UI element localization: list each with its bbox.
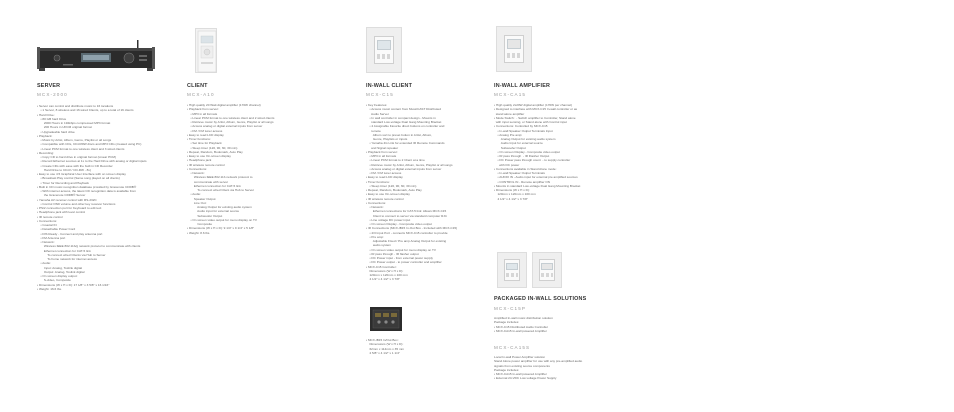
spec-line: • Playback from server: [366, 149, 398, 154]
packaged-text-2 [494, 355, 582, 381]
spec-line: Hard Drive to CD-R / CD-RW - 8x) [37, 167, 91, 172]
spec-line: • FM / FM tuner access [366, 171, 402, 175]
server-unit-icon [37, 38, 155, 76]
server-model: MCX-2000 [37, 92, 68, 97]
spec-line: 4 1/2" x 4 1/2" x 3 7/8" [366, 277, 400, 282]
spec-line: audio system [366, 243, 392, 248]
amplifier-panel-icon [507, 39, 521, 49]
spec-line: • MP3 in all formats [187, 111, 218, 116]
spec-line: • Retrieve music by Artist, Album, Genre, Playlist or all songs [187, 120, 274, 124]
inout-box-icon [369, 305, 403, 333]
spec-line: • 80 GB hard Drive [37, 116, 67, 121]
spec-line: S-video, Composite [37, 278, 71, 283]
spec-line: communicate with server [187, 179, 229, 184]
spec-line: • IR wireless remote control [366, 196, 404, 201]
spec-line: • Dimensions (W x H x D): 17 1/8" x 3 5/8" x 16 1/16" [37, 282, 110, 287]
spec-line: • Access music content from MusicCAST Distributed [366, 107, 441, 112]
spec-line: • In-wall Speaker Output Terminals Input [494, 128, 553, 133]
spec-line: • Detachable Power Cord [37, 227, 76, 232]
inwall-client-heading: IN-WALL CLIENT [366, 83, 413, 89]
spec-line: • Easy to use 4.5 Graphical User Interface with on screen display [37, 172, 126, 176]
spec-line: • Dimensions (W x H x D): 9 1/4" x 9 1/4" x 5 1/8" [187, 226, 255, 231]
spec-line: • Recording: [37, 150, 54, 155]
spec-line: • Connections available in Stand Alone mode: [494, 166, 557, 171]
spec-line: To home network for internet access [37, 257, 97, 261]
package-controller-screen-icon [506, 263, 517, 270]
spec-line: • Broadcast Play control (Same song played on all clients) [37, 176, 120, 181]
spec-line: standard Low-voltage Dual Gang Mounting Bracket [366, 120, 442, 124]
spec-line: • Easy to read LCD display [366, 175, 403, 180]
packaged-text-1 [494, 316, 553, 333]
spec-line: • On screen Display - Composite video output [366, 222, 432, 226]
spec-line: remote [366, 128, 381, 133]
spec-line: Ethernet connection for CAT-5 link [37, 248, 91, 253]
spec-line: • Sleep timer (120, 90, 60, 30 min) [366, 183, 417, 188]
spec-line: • Retrieve music by Artist, Album, Genre, Playlist or all songs [366, 162, 453, 167]
spec-line: • FM Antenna port [37, 235, 66, 240]
spec-line: • Headphone jack [187, 158, 212, 163]
spec-line: • IR wireless remote control [187, 162, 225, 167]
package-controller-buttons-icon [506, 273, 517, 277]
package-line: • MCX-CA15 In-wall powered Amplifier [494, 372, 547, 376]
client-product-image [195, 28, 217, 73]
spec-line: • Dimensions (W x H x D): [494, 188, 530, 192]
spec-line: • Audio: [37, 261, 51, 266]
spec-line: • High quality 20 Watt digital amplifier (170W channel) [187, 103, 261, 107]
spec-line: • Connections: [187, 166, 208, 171]
spec-line: and Signal repeater [366, 145, 399, 150]
spec-line: • In-wall Speaker Output Terminals [494, 171, 545, 175]
package-line: • MCX-C15 Distributed Audio Controller [494, 324, 549, 329]
spec-line: • Connections: [366, 200, 387, 205]
spec-line: 120mm x 120mm x 100 mm [366, 273, 408, 277]
spec-line: • MP3 in all formats [366, 154, 397, 158]
spec-line: • FM / FM tuner access [187, 128, 223, 133]
spec-line: • Mounts in standard Low-voltage Dual Gang Mounting Bracket [494, 183, 581, 188]
spec-line: • Hard Drive: [37, 112, 55, 117]
spec-line: • Weight: 8.6 lbs. [187, 230, 211, 235]
spec-line: • Yamaha 4G Link for extended IR Remote Commands [366, 141, 445, 146]
spec-line: Ethernet connection for CAT-5 link [187, 183, 241, 188]
spec-line: Analog Output for existing audio system [494, 137, 556, 141]
spec-line: • Access analog or digital external inputs from server [187, 124, 263, 129]
spec-line: • Network: [366, 205, 384, 209]
spec-line: • Playback from server: [187, 107, 219, 112]
spec-line: • MCX-C15 Controller: [366, 264, 397, 269]
spec-line: Album sort to preset button in Artist, Album, [366, 132, 433, 137]
spec-line: • Headphone jack with level control [37, 210, 86, 215]
spec-line: • Network: [37, 240, 55, 244]
spec-line: • DC Power input - from external power supply [366, 256, 433, 260]
spec-line: • Timer functions: [187, 137, 211, 141]
client-heading: CLIENT [187, 83, 208, 89]
spec-line: • Repeat, Random, Bookmark, Auto Play [187, 149, 243, 154]
spec-line: • PS/2 connection port for Keyboard to edit text [37, 206, 102, 210]
spec-line: • On screen video output for menu display on TV [187, 217, 257, 222]
spec-line: Line Out: [187, 200, 207, 205]
button-row-icon [377, 54, 391, 59]
packaged-model-2: MCX-CA15S [494, 345, 531, 350]
spec-line: • Copy CD to hard drive in original format (Linear PCM) [37, 155, 116, 159]
spec-line: • Access analog or digital external inputs from server [366, 166, 442, 171]
spec-line: Subwoofer Output [494, 145, 526, 150]
inwall-amplifier-model: MCX-CA15 [494, 92, 527, 97]
spec-line: • Connections: [37, 218, 58, 223]
package-image-controller [497, 252, 527, 288]
spec-line: • Linear PCM format to 2 Client at a time [366, 158, 425, 163]
spec-line: • Upgradeable hard drive [37, 129, 75, 134]
spec-line: the Gracenote CDDB® Server [37, 193, 86, 198]
spec-line: • Repeat, Random, Bookmark, Auto Play [366, 188, 422, 192]
spec-line: • IR pass through - IR Flasher Output [494, 154, 550, 158]
spec-line: with input sensing, or Stand alone with Control input [494, 120, 567, 124]
spec-line: Client to connect to server via standard computer RJ4 [366, 213, 447, 218]
spec-line: stand alone amplifier [494, 111, 525, 116]
spec-line: Composite [187, 222, 213, 226]
inwall-amplifier-spec-list [494, 103, 580, 201]
spec-line: • Key Features: [366, 103, 388, 107]
spec-line: • Set time for Playback [187, 141, 222, 146]
spec-line: Genre, Playlists or inputs [366, 137, 408, 141]
spec-line: Wireless IEEE 802.11b network protocol to [187, 175, 253, 180]
spec-line: 2 5/8" x 4 1/2" x 1 1/4" [366, 350, 400, 355]
spec-line: • CONTROL IN - Remote amplifier ON [494, 179, 550, 184]
inwall-amplifier-heading: IN-WALL AMPLIFIER [494, 83, 551, 89]
spec-line: Analog Output for existing audio system [187, 205, 252, 209]
spec-line: • Playback: [37, 133, 53, 138]
inout-box-spec-list [366, 338, 404, 355]
spec-line: • Music by Artist, Album, Genre, Playlist or all songs [37, 138, 112, 142]
spec-line: • DC Power pass through count - to supply controller [494, 158, 571, 163]
spec-line: • Record Ethernet sources at 1x to the Hard Drive with analog or digital inputs [37, 159, 147, 164]
package-line: Local In-wall Power Amplifier solution [494, 355, 546, 359]
spec-line: • Designed to interface with MCX-C15 In-wall controller or as [494, 107, 578, 112]
spec-line: 2000 Hours in 192kbps compressed MP3 format [37, 121, 111, 125]
spec-line: • AUDIO IN - Audio input for external pre amplified sources [494, 175, 578, 180]
client-spec-list [187, 103, 274, 235]
spec-line: • On screen video output for menu display on TV [366, 247, 436, 252]
spec-line: • Control OSD volume and other key receiver functions [37, 201, 116, 206]
package-line: • External 24-VDC Low voltage Power Supply [494, 376, 557, 381]
package-line: • MCX-CA15 In-wall powered Amplifier [494, 328, 547, 333]
spec-line: • In wall controller in compact design - Mounts in [366, 115, 436, 120]
server-heading: SERVER [37, 83, 61, 89]
package-line: Amplified In-wall music distribution solution [494, 316, 553, 320]
spec-line: Audio Input for external source [494, 141, 543, 146]
lcd-screen-icon [377, 40, 391, 50]
spec-line: • Analog Pre amp: [494, 132, 523, 137]
spec-line: • Built in CD music recognition database provided by Gracenote CDDB® [37, 184, 137, 189]
spec-line: • On screen display output: [37, 274, 78, 278]
spec-line: To connect wired Client via Hub to Server [187, 188, 255, 192]
spec-line: 200 Hours in UFCM original format [37, 125, 92, 130]
spec-line: • Line voltage DC power input [366, 217, 411, 222]
client-unit-icon [196, 29, 218, 74]
spec-line: • With internet access, the latest CD recognition data is available from [37, 189, 136, 193]
spec-line: Wireless IEEE 802.11b/g network protocol to communicate with clients [37, 244, 141, 249]
spec-line: 120mm x 120mm x 100 mm [494, 192, 536, 197]
spec-line: • IR pass through - IR flasher output [366, 251, 419, 256]
inwall-client-model: MCX-C15 [366, 92, 394, 97]
spec-line: Dimensions (W x H x D): [366, 342, 404, 347]
server-product-image [37, 38, 155, 76]
spec-line: • Compatible with CDs, CD-R/RW discs and MP3 CDs (created using PC) [37, 142, 142, 147]
spec-line: Audio Server [366, 111, 389, 116]
package-amplifier-controls-icon [541, 273, 552, 277]
spec-line: • Create CDs with ease with the built in CD Recorder [37, 163, 113, 168]
package-image-amplifier [532, 252, 562, 288]
spec-line: • Coaxial IN [37, 223, 57, 227]
spec-line: • On screen Display - Composite video output [494, 149, 560, 154]
spec-line: • Timer functions: [366, 179, 390, 184]
spec-line: • Linear PCM format to one wireless client and 2 wired clients [187, 115, 275, 120]
inwall-client-spec-list [366, 103, 457, 282]
package-line: Package includes: [494, 320, 520, 325]
package-line: Stand Alone power amplifier for use with any pre-amplified audio [494, 359, 583, 364]
spec-line: • High quality 2x20W digital amplifier (170W per channel) [494, 103, 573, 107]
spec-line: Subwoofer Output [187, 213, 223, 218]
package-line: Package includes: [494, 367, 520, 372]
spec-line: • Connections: Controlled by MCX-C15 [494, 124, 548, 129]
spec-line: Output: Analog, Toslink digital [37, 269, 85, 274]
spec-line: • DC Power output - to power controller and amplifier [366, 260, 442, 265]
spec-line: • Sleep timer (120, 90, 60, 30 min) [187, 145, 238, 150]
inout-box-image [369, 305, 403, 333]
inwall-amplifier-product-image [496, 26, 532, 72]
spec-line: • Weight: 16.6 lbs. [37, 286, 62, 291]
spec-line: Dimensions (W x H x D): [366, 268, 404, 273]
spec-line: • 4/3 Input Port - connects MCX-C15 controller to provide [366, 230, 448, 235]
spec-line: To connect wired Clients via Hub to Server [37, 252, 106, 257]
spec-line: • 4 Assignable Favorite direct buttons on controller and [366, 124, 445, 129]
spec-line: • Server can control and distribute music to 16 locations [37, 104, 114, 108]
spec-line: 62mm x 114mm x 35 mm [366, 346, 405, 351]
spec-line: • Linear PCM format to one wireless client and 3 wired clients [37, 146, 125, 151]
spec-line: • IR remote control [37, 214, 63, 219]
spec-line: • 1 Server, 8 wireless and 16 wired Clients, up to a total of 16 clients [37, 108, 134, 113]
packaged-heading: PACKAGED IN-WALL SOLUTIONS [494, 296, 587, 302]
spec-line: • Easy to use On-screen display [187, 154, 231, 158]
spec-line: Input: Analog, Toslink digital [37, 265, 83, 270]
spec-line: • Audio: [187, 192, 201, 197]
spec-line: Speaker Output [187, 196, 216, 201]
spec-line: • IR Connections (MCX-IB15 In-Out Box - Included with MCX-C15) [366, 226, 458, 231]
spec-line: • Easy to read LCD display [187, 132, 224, 137]
packaged-model-1: MCX-C15P [494, 306, 527, 311]
package-line: signals from existing source components [494, 363, 550, 368]
spec-line: • Mode Switch: - Switch amplifier to Controller, Stand alone [494, 115, 576, 120]
client-model: MCX-A10 [187, 92, 215, 97]
spec-line: • Network: [187, 171, 205, 175]
server-spec-list [37, 104, 147, 291]
spec-line: Audio input for external source [187, 209, 240, 214]
spec-line: • Timer for Recording and Playback [37, 180, 89, 185]
spec-line: 4 1/2" x 4 1/2" x 3 7/8" [494, 196, 528, 201]
amplifier-controls-icon [507, 53, 521, 58]
spec-line: Adjustable Fixed / Pre amp Analog Output for existing [366, 239, 447, 243]
spec-line: • Easy to use On-screen display [366, 192, 410, 197]
spec-line: • MCX-IB15 In/Out Box: [366, 338, 399, 342]
spec-line: Ethernet connections for CAT-5 link: Allows MCX-C15 [366, 209, 447, 214]
spec-line: • DIS Ready - Connect and play antenna port [37, 231, 103, 236]
spec-line: with DC power [494, 162, 520, 167]
package-amplifier-panel-icon [541, 263, 552, 270]
inwall-client-product-image [366, 27, 402, 73]
spec-line: • Yamaha AV receiver control with RS-232C [37, 197, 97, 202]
spec-line: • Pre amp: [366, 234, 384, 239]
